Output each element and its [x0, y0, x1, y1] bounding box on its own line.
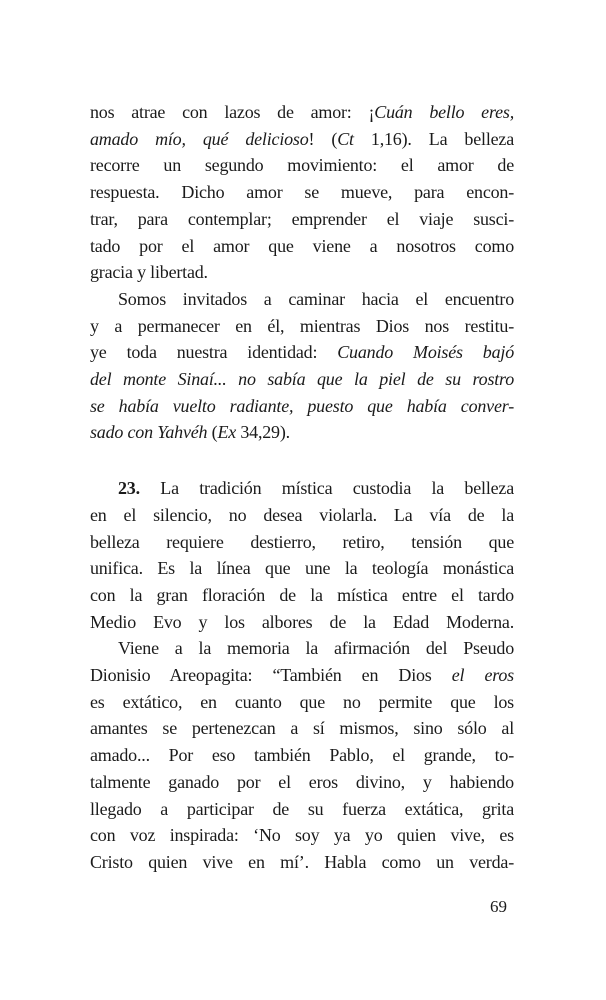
text-run: recorre un segundo movimiento: el amor de — [90, 155, 514, 176]
text-run: Ct — [337, 128, 354, 149]
text-line — [90, 609, 514, 636]
text-run: y a permanecer en él, mientras Dios nos restitu- — [90, 315, 514, 336]
text-line — [90, 769, 514, 796]
text-run: nos atrae con lazos de amor: ¡ — [90, 102, 375, 122]
text-run: del monte Sinaí... no sabía que la piel de su rostro — [90, 369, 514, 390]
text-run: trar, para contemplar; emprender el viaje susci- — [90, 208, 514, 229]
page-number: 69 — [490, 897, 507, 916]
text-line — [90, 152, 514, 179]
text-run: 23. — [118, 478, 140, 499]
text-run: Cuán bello eres, — [374, 102, 514, 122]
text-line — [90, 662, 514, 689]
paragraph — [90, 475, 514, 635]
text-line — [90, 502, 514, 529]
text-line — [90, 715, 514, 742]
text-run: Cristo quien vive en mí’. Habla como un verda- — [90, 851, 514, 872]
text-line — [90, 233, 514, 260]
text-run: llegado a participar de su fuerza extática, grita — [90, 798, 514, 819]
text-run: tado por el amor que viene a nosotros como — [90, 235, 514, 256]
text-line — [90, 635, 514, 662]
text-run: es extático, en cuanto que no permite que los — [90, 691, 514, 712]
text-run: Viene a la memoria la afirmación del Pseudo — [118, 638, 514, 659]
text-line — [90, 742, 514, 769]
text-run: con voz inspirada: ‘No soy ya yo quien vive, es — [90, 825, 514, 846]
text-run: Ex — [217, 422, 237, 443]
text-run: se había vuelto radiante, puesto que había conver- — [90, 395, 514, 416]
text-line — [90, 689, 514, 716]
text-run: ye toda nuestra identidad: — [90, 342, 338, 363]
paragraph — [90, 635, 514, 875]
text-run: 34,29). — [236, 422, 290, 443]
text-run: belleza requiere destierro, retiro, tensión que — [90, 531, 514, 552]
text-line — [90, 796, 514, 823]
text-line — [90, 206, 514, 233]
text-run: amantes se pertenezcan a sí mismos, sino sólo al — [90, 718, 514, 739]
text-run: ! ( — [308, 128, 338, 149]
text-line — [90, 822, 514, 849]
text-run: sado con Yahvéh — [90, 422, 208, 443]
text-run: amado... Por eso también Pablo, el grande, to- — [90, 745, 514, 766]
text-run: gracia y libertad. — [90, 262, 208, 283]
text-line — [90, 582, 514, 609]
text-run: Somos invitados a caminar hacia el encuentro — [118, 288, 514, 309]
text-line — [90, 419, 514, 446]
text-run: amado mío, qué delicioso — [90, 128, 309, 149]
text-line — [90, 849, 514, 876]
text-line — [90, 313, 514, 340]
text-line — [90, 286, 514, 313]
text-run: Cuando Moisés bajó — [337, 342, 515, 363]
text-run: el eros — [451, 665, 514, 686]
page-text-block — [90, 99, 514, 876]
text-line — [90, 366, 514, 393]
text-run: Dionisio Areopagita: “También en Dios — [90, 665, 452, 686]
text-run: con la gran floración de la mística entre el tardo — [90, 584, 514, 605]
text-run: unifica. Es la línea que une la teología monástica — [90, 558, 514, 579]
text-line — [90, 555, 514, 582]
text-line — [90, 259, 514, 286]
text-line — [90, 529, 514, 556]
paragraph — [90, 286, 514, 446]
text-line — [90, 475, 514, 502]
text-run: talmente ganado por el eros divino, y habiendo — [90, 771, 514, 792]
text-run: en el silencio, no desea violarla. La vía de la — [90, 504, 514, 525]
text-line — [90, 99, 514, 126]
text-line — [90, 393, 514, 420]
text-run: 1,16). La belleza — [353, 128, 514, 149]
text-line — [90, 179, 514, 206]
text-run: La tradición mística custodia la belleza — [139, 478, 514, 499]
paragraph — [90, 99, 514, 286]
text-line — [90, 339, 514, 366]
text-run: ( — [207, 422, 218, 443]
text-line — [90, 126, 514, 153]
text-run: Medio Evo y los albores de la Edad Moderna. — [90, 611, 514, 632]
text-run: respuesta. Dicho amor se mueve, para encon- — [90, 182, 514, 203]
